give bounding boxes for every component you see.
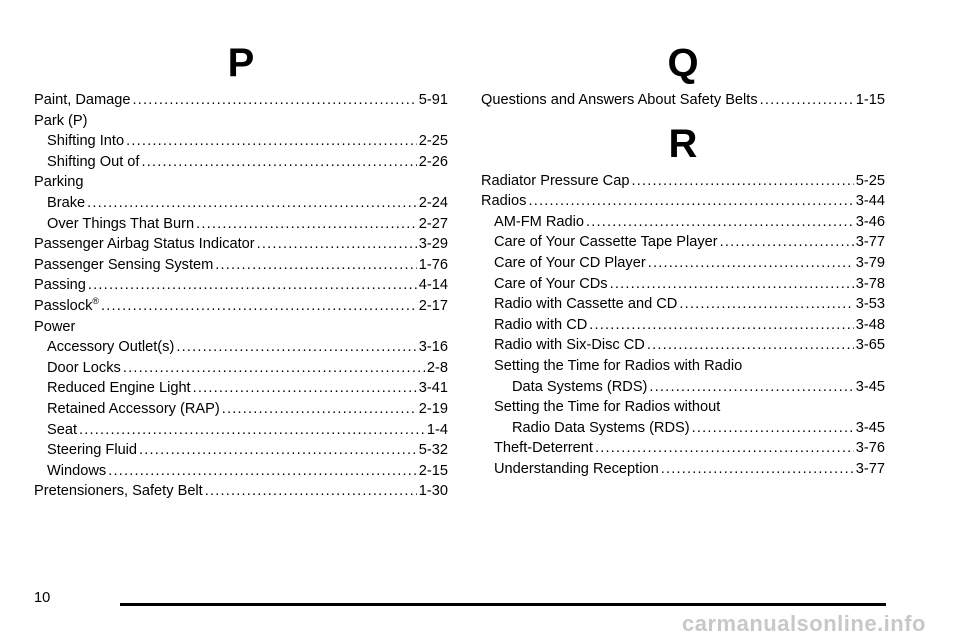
entry-label: Retained Accessory (RAP) xyxy=(47,400,220,417)
index-entry xyxy=(481,397,885,418)
index-entry xyxy=(34,440,448,461)
dot-leader xyxy=(610,274,854,295)
entry-label: Door Locks xyxy=(47,359,121,376)
dot-leader xyxy=(692,418,854,439)
dot-leader xyxy=(108,461,417,482)
section-letter-p: P xyxy=(227,41,255,85)
entry-text xyxy=(481,90,758,111)
entry-text xyxy=(494,274,608,295)
dot-leader xyxy=(133,90,417,111)
index-entry xyxy=(34,193,448,214)
entry-page-ref: 3-44 xyxy=(855,193,885,210)
entry-text xyxy=(494,438,593,459)
index-entry xyxy=(34,152,448,173)
dot-leader xyxy=(126,131,417,152)
entry-text xyxy=(494,232,718,253)
index-entry xyxy=(481,212,885,233)
entry-label: Windows xyxy=(47,462,107,479)
entry-text xyxy=(34,275,86,296)
dot-leader xyxy=(661,459,854,480)
entry-page-ref: 3-16 xyxy=(418,339,448,356)
entry-page-ref: 3-48 xyxy=(855,316,885,333)
entry-text xyxy=(494,315,587,336)
dot-leader xyxy=(760,90,854,111)
index-entry xyxy=(34,234,448,255)
dot-leader xyxy=(589,315,854,336)
entry-text xyxy=(494,335,645,356)
entry-text xyxy=(47,337,174,358)
dot-leader xyxy=(87,193,417,214)
entry-label: Understanding Reception xyxy=(494,460,659,477)
dot-leader xyxy=(176,337,416,358)
entry-page-ref: 3-78 xyxy=(855,275,885,292)
entry-label: AM-FM Radio xyxy=(494,213,585,230)
entry-text xyxy=(512,377,647,398)
entry-text xyxy=(47,440,137,461)
index-entry xyxy=(481,315,885,336)
entry-label: Parking xyxy=(34,174,84,191)
entry-page-ref: 2-25 xyxy=(418,133,448,150)
entry-page-ref: 1-76 xyxy=(418,256,448,273)
entry-page-ref: 3-46 xyxy=(855,213,885,230)
entry-text xyxy=(34,319,75,335)
entry-label: Passing xyxy=(34,277,86,294)
entry-label: Setting the Time for Radios without xyxy=(494,399,721,416)
entry-page-ref: 2-27 xyxy=(418,215,448,232)
entry-page-ref: 2-26 xyxy=(418,153,448,170)
dot-leader xyxy=(101,296,417,317)
entry-page-ref: 2-8 xyxy=(426,359,448,376)
entry-label: Radio with Cassette and CD xyxy=(494,296,678,313)
entry-text xyxy=(47,420,77,441)
index-entry xyxy=(481,232,885,253)
entry-page-ref: 1-15 xyxy=(855,92,885,108)
index-list-q xyxy=(481,90,885,111)
index-entry xyxy=(34,111,448,132)
entry-text xyxy=(34,113,88,129)
index-entry xyxy=(34,420,448,441)
entry-text xyxy=(494,459,659,480)
index-entry xyxy=(481,356,885,377)
entry-label: Brake xyxy=(47,194,86,211)
entry-text xyxy=(47,378,191,399)
entry-text xyxy=(34,174,83,190)
dot-leader xyxy=(222,399,417,420)
dot-leader xyxy=(595,438,854,459)
index-entry xyxy=(481,335,885,356)
dot-leader xyxy=(586,212,854,233)
entry-text xyxy=(34,481,203,502)
entry-label: Shifting Out of xyxy=(47,153,140,170)
index-list-p xyxy=(34,90,448,502)
index-column-left xyxy=(34,40,448,502)
index-entry xyxy=(481,171,885,192)
index-entry xyxy=(481,377,885,398)
index-entry xyxy=(34,275,448,296)
index-entry xyxy=(34,378,448,399)
index-entry xyxy=(481,274,885,295)
entry-text xyxy=(47,152,139,173)
index-entry xyxy=(481,191,885,212)
index-entry xyxy=(34,337,448,358)
dot-leader xyxy=(123,358,425,379)
entry-text xyxy=(47,193,85,214)
index-entry xyxy=(481,294,885,315)
entry-label: Setting the Time for Radios with Radio xyxy=(494,357,743,374)
entry-text xyxy=(34,90,131,111)
index-entry xyxy=(34,131,448,152)
entry-text xyxy=(481,191,526,212)
dot-leader xyxy=(649,377,853,398)
entry-text xyxy=(47,358,121,379)
entry-text xyxy=(494,294,677,315)
section-letter-r: R xyxy=(668,121,698,166)
entry-label: Radio with Six-Disc CD xyxy=(494,337,645,354)
index-entry xyxy=(34,90,448,111)
footer-rule xyxy=(120,603,886,606)
index-entry xyxy=(34,214,448,235)
entry-label: Care of Your CD Player xyxy=(494,254,646,271)
dot-leader xyxy=(141,152,416,173)
dot-leader xyxy=(647,335,854,356)
entry-page-ref: 5-25 xyxy=(855,172,885,189)
entry-label: Over Things That Burn xyxy=(47,215,195,232)
entry-text xyxy=(494,212,584,233)
dot-leader xyxy=(196,214,417,235)
entry-label: Passenger Sensing System xyxy=(34,256,214,273)
entry-page-ref: 3-79 xyxy=(855,254,885,271)
index-entry xyxy=(34,255,448,276)
entry-label: Care of Your Cassette Tape Player xyxy=(494,234,718,251)
entry-page-ref: 5-91 xyxy=(418,92,448,108)
index-column-right xyxy=(481,40,885,480)
entry-label: Park (P) xyxy=(34,112,88,129)
entry-page-ref: 4-14 xyxy=(418,277,448,294)
index-entry xyxy=(34,461,448,482)
dot-leader xyxy=(205,481,417,502)
entry-label: Radiator Pressure Cap xyxy=(481,172,630,189)
entry-label: Radio Data Systems (RDS) xyxy=(512,419,690,436)
dot-leader xyxy=(679,294,853,315)
index-entry xyxy=(34,358,448,379)
entry-page-ref: 2-19 xyxy=(418,400,448,417)
registered-mark: ® xyxy=(92,295,100,306)
entry-label: Passenger Airbag Status Indicator xyxy=(34,236,255,253)
index-entry xyxy=(481,459,885,480)
index-entry xyxy=(34,399,448,420)
index-entry xyxy=(34,317,448,338)
dot-leader xyxy=(88,275,417,296)
dot-leader xyxy=(257,234,417,255)
entry-label: Power xyxy=(34,318,76,335)
index-entry xyxy=(481,253,885,274)
entry-text xyxy=(34,234,255,255)
index-entry xyxy=(34,172,448,193)
entry-page-ref: 1-4 xyxy=(426,421,448,438)
index-entry xyxy=(481,438,885,459)
entry-text xyxy=(47,461,106,482)
entry-label: Pretensioners, Safety Belt xyxy=(34,483,203,500)
entry-label: Radios xyxy=(481,193,527,210)
entry-text xyxy=(494,358,742,374)
entry-label: Seat xyxy=(47,421,78,438)
entry-page-ref: 3-53 xyxy=(855,296,885,313)
page-number: 10 xyxy=(34,590,51,606)
entry-page-ref: 1-30 xyxy=(418,483,448,500)
entry-text xyxy=(34,296,99,317)
entry-page-ref: 3-65 xyxy=(855,337,885,354)
index-entry xyxy=(481,418,885,439)
entry-label: Theft-Deterrent xyxy=(494,440,593,457)
entry-text xyxy=(512,418,690,439)
entry-text xyxy=(47,399,220,420)
entry-label: Accessory Outlet(s) xyxy=(47,339,175,356)
entry-page-ref: 5-32 xyxy=(418,442,448,459)
entry-page-ref: 3-77 xyxy=(855,460,885,477)
entry-label: Radio with CD xyxy=(494,316,588,333)
index-entry xyxy=(481,90,885,111)
index-entry xyxy=(34,481,448,502)
dot-leader xyxy=(79,420,425,441)
entry-text xyxy=(494,399,720,415)
entry-page-ref: 3-76 xyxy=(855,440,885,457)
entry-page-ref: 3-41 xyxy=(418,380,448,397)
entry-text xyxy=(494,253,646,274)
entry-label: Questions and Answers About Safety Belts xyxy=(481,92,758,108)
entry-page-ref: 2-15 xyxy=(418,462,448,479)
dot-leader xyxy=(139,440,417,461)
entry-page-ref: 2-24 xyxy=(418,194,448,211)
entry-text xyxy=(47,131,124,152)
entry-page-ref: 3-77 xyxy=(855,234,885,251)
entry-page-ref: 3-45 xyxy=(855,378,885,395)
entry-label: Care of Your CDs xyxy=(494,275,608,292)
entry-page-ref: 2-17 xyxy=(418,297,448,314)
dot-leader xyxy=(648,253,854,274)
section-letter-q: Q xyxy=(667,41,699,85)
entry-text xyxy=(481,171,629,192)
entry-label: Steering Fluid xyxy=(47,442,138,459)
entry-label: Paint, Damage xyxy=(34,92,131,108)
dot-leader xyxy=(720,232,854,253)
dot-leader xyxy=(528,191,853,212)
entry-label: Reduced Engine Light xyxy=(47,380,191,397)
entry-label: Data Systems (RDS) xyxy=(512,378,648,395)
entry-text xyxy=(34,255,213,276)
entry-label: Shifting Into xyxy=(47,133,125,150)
entry-page-ref: 3-29 xyxy=(418,236,448,253)
entry-label: Passlock xyxy=(34,297,93,314)
watermark: carmanualsonline.info xyxy=(682,611,926,636)
dot-leader xyxy=(215,255,417,276)
entry-page-ref: 3-45 xyxy=(855,419,885,436)
dot-leader xyxy=(631,171,853,192)
index-list-r xyxy=(481,171,885,480)
dot-leader xyxy=(193,378,417,399)
entry-text xyxy=(47,214,194,235)
index-entry xyxy=(34,296,448,317)
